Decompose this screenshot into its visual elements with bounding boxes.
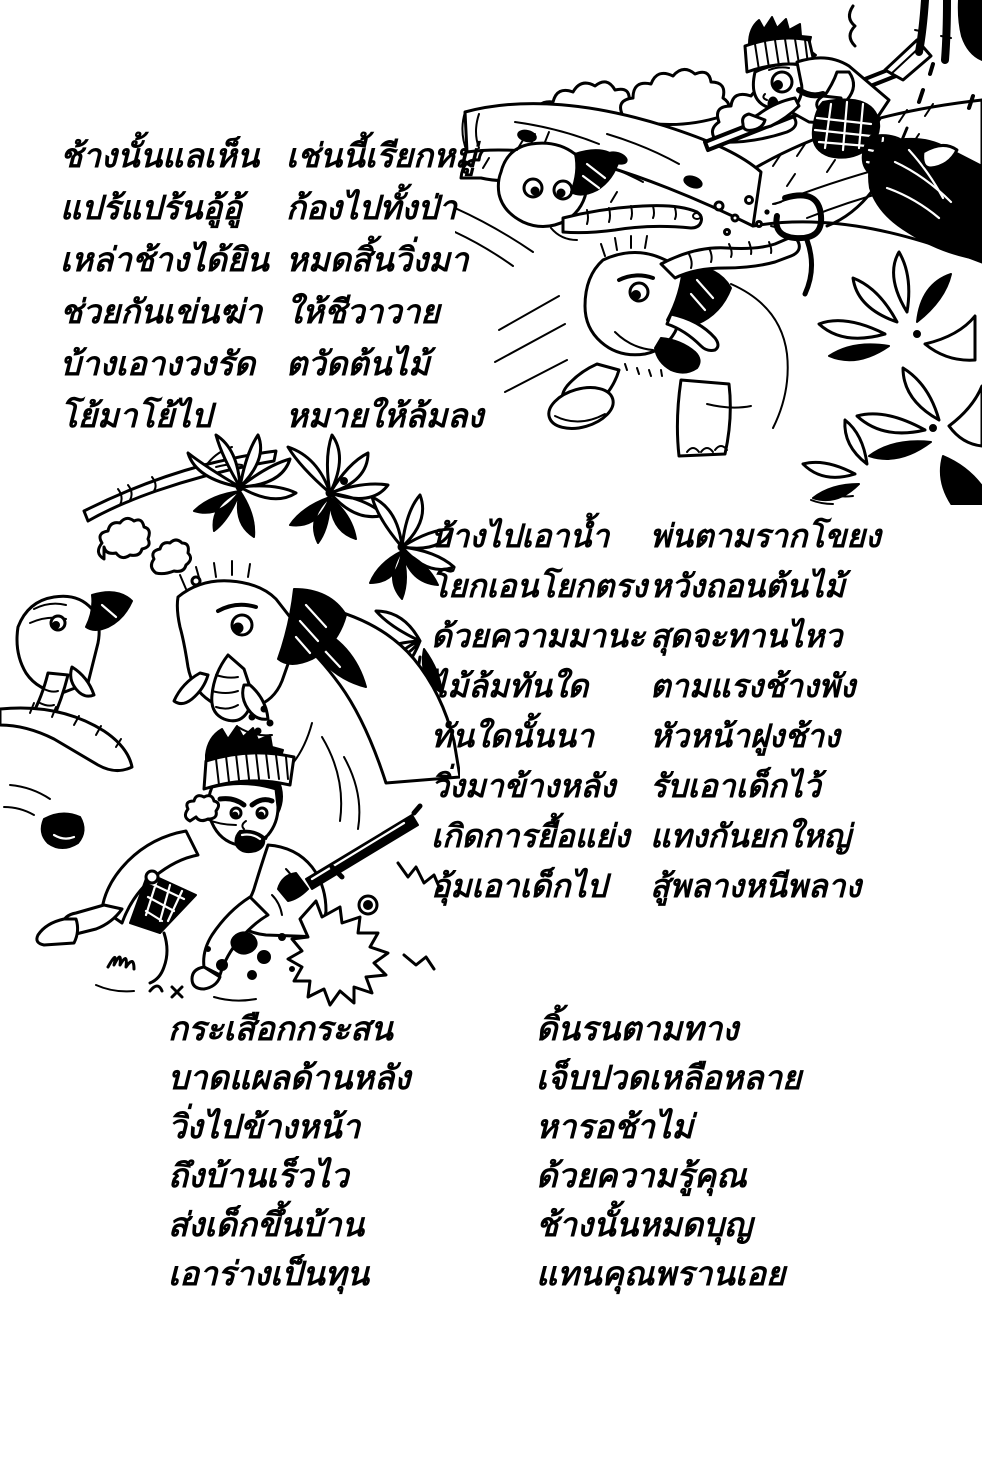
verse-hemistich-left: บ้างเอางวงรัด xyxy=(60,344,256,383)
verse-line xyxy=(60,380,484,435)
verse-hemistich-left: เกิดการยื้อแย่ง xyxy=(431,817,630,855)
verse-hemistich-left: กระเสือกกระสน xyxy=(168,1009,393,1048)
verse-block-1 xyxy=(60,120,484,435)
verse-line xyxy=(168,1045,802,1097)
verse-hemistich-left: ส่งเด็กขึ้นบ้าน xyxy=(168,1205,365,1244)
verse-hemistich-left: ช้างนั้นแลเห็น xyxy=(60,136,260,175)
verse-hemistich-right: หวังถอนต้นไม้ xyxy=(650,567,845,605)
verse-hemistich-right: หัวหน้าฝูงช้าง xyxy=(650,717,840,755)
leaf-rosette-b xyxy=(288,435,388,543)
verse-line xyxy=(431,852,881,905)
verse-hemistich-left: เอาร่างเป็นทุน xyxy=(168,1254,370,1293)
verse-line xyxy=(431,502,881,555)
verse-hemistich-right: ตวัดต้นไม้ xyxy=(286,344,430,383)
verse-line xyxy=(168,1143,801,1195)
verse-hemistich-right: ก้องไปทั้งป่า xyxy=(286,188,457,227)
verse-hemistich-right: ตามแรงช้างพัง xyxy=(650,667,856,705)
verse-hemistich-right: เจ็บปวดเหลือหลาย xyxy=(536,1058,802,1097)
verse-block-3 xyxy=(168,996,802,1293)
verse-hemistich-right: สุดจะทานไหว xyxy=(650,617,843,655)
verse-hemistich-left: วิ่งไปข้างหน้า xyxy=(168,1107,361,1146)
illustration-top-right xyxy=(455,0,982,505)
grabbing-trunk xyxy=(0,703,132,848)
verse-line xyxy=(168,1094,801,1146)
verse-hemistich-right: หมายให้ล้มลง xyxy=(286,396,484,435)
verse-hemistich-left: โย้มาโย้ไป xyxy=(60,396,212,435)
verse-hemistich-right: หมดสิ้นวิ่งมา xyxy=(286,240,469,279)
verse-hemistich-right: แทงกันยกใหญ่ xyxy=(650,817,851,855)
verse-hemistich-right: ด้วยความรู้คุณ xyxy=(536,1156,747,1195)
verse-line xyxy=(431,752,881,805)
dust-clouds xyxy=(98,518,200,585)
verse-hemistich-right: หารอช้าไม่ xyxy=(536,1107,694,1146)
verse-hemistich-left: ไม้ล้มทันใด xyxy=(431,667,589,705)
verse-line xyxy=(60,276,484,331)
verse-hemistich-left: แปร้แปร้นอู้อู้ xyxy=(60,188,243,227)
verse-hemistich-left: อุ้มเอาเด็กไป xyxy=(431,867,607,905)
verse-hemistich-left: ถึงบ้านเร็วไว xyxy=(168,1156,349,1195)
verse-hemistich-left: โยกเอนโยกตรง xyxy=(431,567,648,605)
verse-hemistich-left: บาดแผลด้านหลัง xyxy=(168,1058,411,1097)
illustration-middle-left xyxy=(0,425,460,1010)
verse-hemistich-left: วิ่งมาข้างหลัง xyxy=(431,767,616,805)
verse-hemistich-right: รับเอาเด็กไว้ xyxy=(650,767,821,805)
verse-hemistich-left: บ้างไปเอาน้ำ xyxy=(431,517,610,555)
verse-hemistich-left: ช่วยกันเข่นฆ่า xyxy=(60,292,263,331)
verse-line xyxy=(431,652,881,705)
verse-line xyxy=(60,120,484,175)
verse-hemistich-right: แทนคุณพรานเอย xyxy=(536,1254,786,1293)
verse-hemistich-left: เหล่าช้างได้ยิน xyxy=(60,240,269,279)
verse-hemistich-right: สู้พลางหนีพลาง xyxy=(650,867,862,905)
charging-elephant xyxy=(495,236,799,456)
verse-line xyxy=(431,602,881,655)
verse-line xyxy=(431,702,881,755)
verse-hemistich-right: ให้ชีวาวาย xyxy=(286,292,440,331)
verse-hemistich-right: พ่นตามรากโขยง xyxy=(650,517,881,555)
verse-line xyxy=(431,802,881,855)
verse-hemistich-right: ช้างนั้นหมดบุญ xyxy=(536,1205,753,1244)
verse-line xyxy=(431,552,881,605)
verse-hemistich-left: ด้วยความมานะ xyxy=(431,617,646,655)
verse-line xyxy=(168,1192,801,1244)
verse-block-2 xyxy=(431,502,881,905)
verse-hemistich-right: เช่นนี้เรียกหมู่ xyxy=(286,136,477,175)
verse-line xyxy=(60,224,484,279)
verse-hemistich-left: ทันใดนั้นนา xyxy=(431,717,594,755)
leaf-rosette-a xyxy=(188,435,296,537)
verse-line xyxy=(60,328,484,383)
verse-hemistich-right: ดิ้นรนตามทาง xyxy=(536,1009,739,1048)
verse-line xyxy=(60,172,484,227)
verse-line xyxy=(168,1241,801,1293)
verse-line xyxy=(168,996,801,1048)
